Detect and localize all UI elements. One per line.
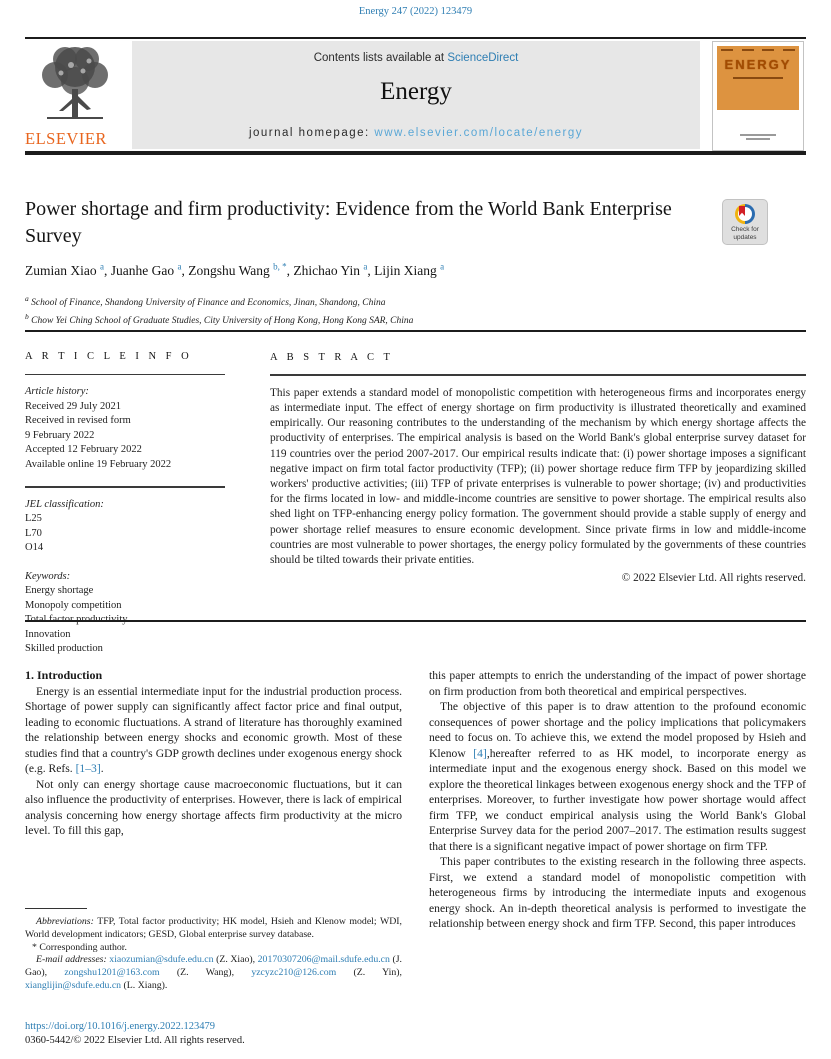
elsevier-tree-icon [25, 41, 125, 131]
issn-copyright-line: 0360-5442/© 2022 Elsevier Ltd. All rights reserved. [25, 1035, 245, 1046]
article-info-column [25, 350, 225, 671]
divider [25, 486, 225, 488]
journal-citation-link[interactable]: Energy 247 (2022) 123479 [358, 6, 473, 17]
affiliations [25, 292, 765, 328]
banner-center-panel [132, 41, 700, 149]
author: Zongshu Wang $^{b, *}$, [188, 261, 294, 278]
email-link[interactable]: zongshu1201@163.com [64, 967, 160, 979]
homepage-url-link[interactable]: www.elsevier.com/locate/energy [374, 127, 584, 139]
header-thick-rule [25, 151, 806, 155]
cover-journal-title: ENERGY [724, 57, 792, 72]
paragraph: Energy is an essential intermediate input for the industrial production process. Shortage of power supply can significantly affect factor price and final output, leading to economic fluctuations. A strand of literature has thoroughly examined the relationship between energy shocks and economic growth. Most of these studies find that a country's GDP growth declines under exogenous energy shock (e.g. Refs. [1–3]. [25, 684, 402, 775]
check-for-updates-badge[interactable] [722, 199, 768, 245]
cover-decor-ticks-top [717, 46, 799, 51]
contents-line [132, 41, 700, 64]
homepage-prefix: journal homepage: [248, 127, 375, 139]
body-left-column [25, 668, 402, 839]
abstract-copyright: © 2022 Elsevier Ltd. All rights reserved. [621, 572, 806, 585]
article-title: Power shortage and firm productivity: Evidence from the World Bank Enterprise Survey [25, 198, 672, 247]
jel-classification: JEL classification: L25 L70 O14 [25, 498, 104, 553]
info-top-rule [25, 330, 806, 332]
email-link[interactable]: 20170307206@mail.sdufe.edu.cn [257, 954, 390, 966]
paragraph: This paper contributes to the existing research in the following three aspects. First, we extend a standard model of monopolistic competition with heterogeneous firms by introducing the intermediate inputs and exogenous energy shock. An in-depth theoretical analysis is performed to investigate the relationship between energy shock and firm TFP. Second, this paper introduces [429, 855, 806, 930]
cover-sciencedirect-mark [713, 132, 803, 142]
footnotes [25, 908, 402, 993]
author-line [25, 261, 765, 279]
doi-link[interactable]: https://doi.org/10.1016/j.energy.2022.123479 [25, 1021, 215, 1032]
abstract-heading: A B S T R A C T [270, 352, 394, 363]
paragraph: The objective of this paper is to draw attention to the profound economic consequences of power shortage and the policy implications that policymakers need to focus on. To achieve this, we extend the model proposed by Hsieh and Klenow [4],hereafter referred to as HK model, to incorporate energy as intermediate input and the exogenous energy shock. Based on this model we explore the theoretical linkages between exogenous energy shock and the TFP of enterprises. Moreover, to further investigate how power shortage would affect firm TFP, we conduct empirical analysis using the World Bank's Global Enterprise Survey data for the period 2007–2017. The estimation results suggest that there is a significant negative impact of power shortage on firm TFP. [429, 700, 806, 853]
abstract-text: This paper extends a standard model of monopolistic competition with heterogeneous firms and incorporates energy as intermediate input. The effect of energy shortage on firm productivity is illustrated theoretically and examined empirically. Our reasoning contributes to the understanding of the mechanism by which energy shortage affects the productivity of enterprises. The empirical analysis is based on the World Bank's global enterprise survey dataset for 119 countries over the period 2007-2017. Our empirical results indicate that: (i) power shortage imposes a significant negative impact on firm total factor productivity (TFP); (ii) power shortage reduce firm TFP by jeopardizing skilled workers' productive activities; (iii) TFP of private enterprises is vulnerable to power shortage; (iv) and productivities for the firms located in low- and middle-income countries are sensitive to power shortage. The empirical results also shed light on TFP-enhancing energy policy formation. The government should provide a stable supply of energy and power shortage relief measures to ensure economic development. Since private firms in low and middle-income countries are most vulnerable to power shortages, the energy policy formulated by the governments of these countries should be tilted towards their private entities. [270, 386, 806, 566]
corresponding-author-note: * Corresponding author. [32, 941, 127, 953]
elsevier-logo [25, 41, 132, 149]
affiliation: $^b$ Chow Yei Ching School of Graduate Studies, City University of Hong Kong, Hong Kong SAR, China [25, 312, 414, 327]
article-info-heading: A R T I C L E I N F O [25, 351, 193, 362]
journal-cover-thumbnail [712, 41, 804, 151]
article-history: Article history: Received 29 July 2021 Received in revised form 9 February 2022 Accepted 12 February 2022 Available online 19 February 2022 [25, 386, 172, 470]
author: Lijin Xiang $^a$ [374, 261, 445, 278]
email-addresses: E-mail addresses: xiaozumian@sdufe.edu.cn (Z. Xiao), 20170307206@mail.sdufe.edu.cn (J. Gao), zongshu1201@163.com (Z. Wang), yzcyzc210@126.com (Z. Yin), xianglijin@sdufe.edu.cn (L. Xiang). [25, 954, 403, 991]
author: Zhichao Yin $^a$, [293, 261, 375, 278]
check-for-updates-icon [735, 204, 755, 224]
abbreviations-note: Abbreviations: TFP, Total factor productivity; HK model, Hsieh and Klenow model; WDI, World development indicators; GESD, Global enterprise survey database. [25, 916, 402, 940]
divider [270, 374, 806, 376]
email-link[interactable]: xiaozumian@sdufe.edu.cn [109, 954, 214, 966]
body-right-column [429, 668, 806, 932]
email-link[interactable]: yzcyzc210@126.com [251, 967, 337, 979]
footnote-rule [25, 908, 87, 909]
check-for-updates-label: Check for updates [731, 226, 759, 241]
affiliation: $^a$ School of Finance, Shandong University of Finance and Economics, Jinan, Shandong, China [25, 294, 386, 309]
info-bottom-rule [25, 620, 806, 622]
reference-link-4[interactable]: [4] [473, 746, 487, 760]
cover-decor-line [733, 77, 782, 79]
author: Zumian Xiao $^a$, [25, 261, 111, 278]
journal-name: Energy [380, 78, 452, 105]
keywords: Keywords: Energy shortage Monopoly competition Innovation Skilled production [25, 570, 122, 654]
elsevier-wordmark: ELSEVIER [25, 129, 107, 148]
paragraph: this paper attempts to enrich the understanding of the impact of power shortage on firm production from both theoretical and empirical perspectives. [429, 669, 806, 698]
abstract-column [270, 350, 806, 586]
top-rule [25, 37, 806, 39]
contents-prefix: Contents lists available at [313, 52, 448, 64]
reference-link-1-3[interactable]: [1–3] [75, 762, 101, 775]
paragraph: Not only can energy shortage cause macroeconomic fluctuations, but it can also influence the productivity of enterprises. However, there is lack of empirical analysis concerning how energy shortage affects firm productivity at the micro level. To fill this gap, [25, 777, 402, 837]
section-heading-introduction: 1. Introduction [25, 668, 103, 682]
author: Juanhe Gao $^a$, [110, 261, 189, 278]
journal-banner [25, 41, 806, 149]
homepage-line [132, 127, 700, 139]
divider [25, 374, 225, 376]
email-link[interactable]: xianglijin@sdufe.edu.cn [25, 979, 122, 991]
cover-orange-panel [717, 46, 799, 110]
sciencedirect-link[interactable]: ScienceDirect [447, 52, 519, 64]
